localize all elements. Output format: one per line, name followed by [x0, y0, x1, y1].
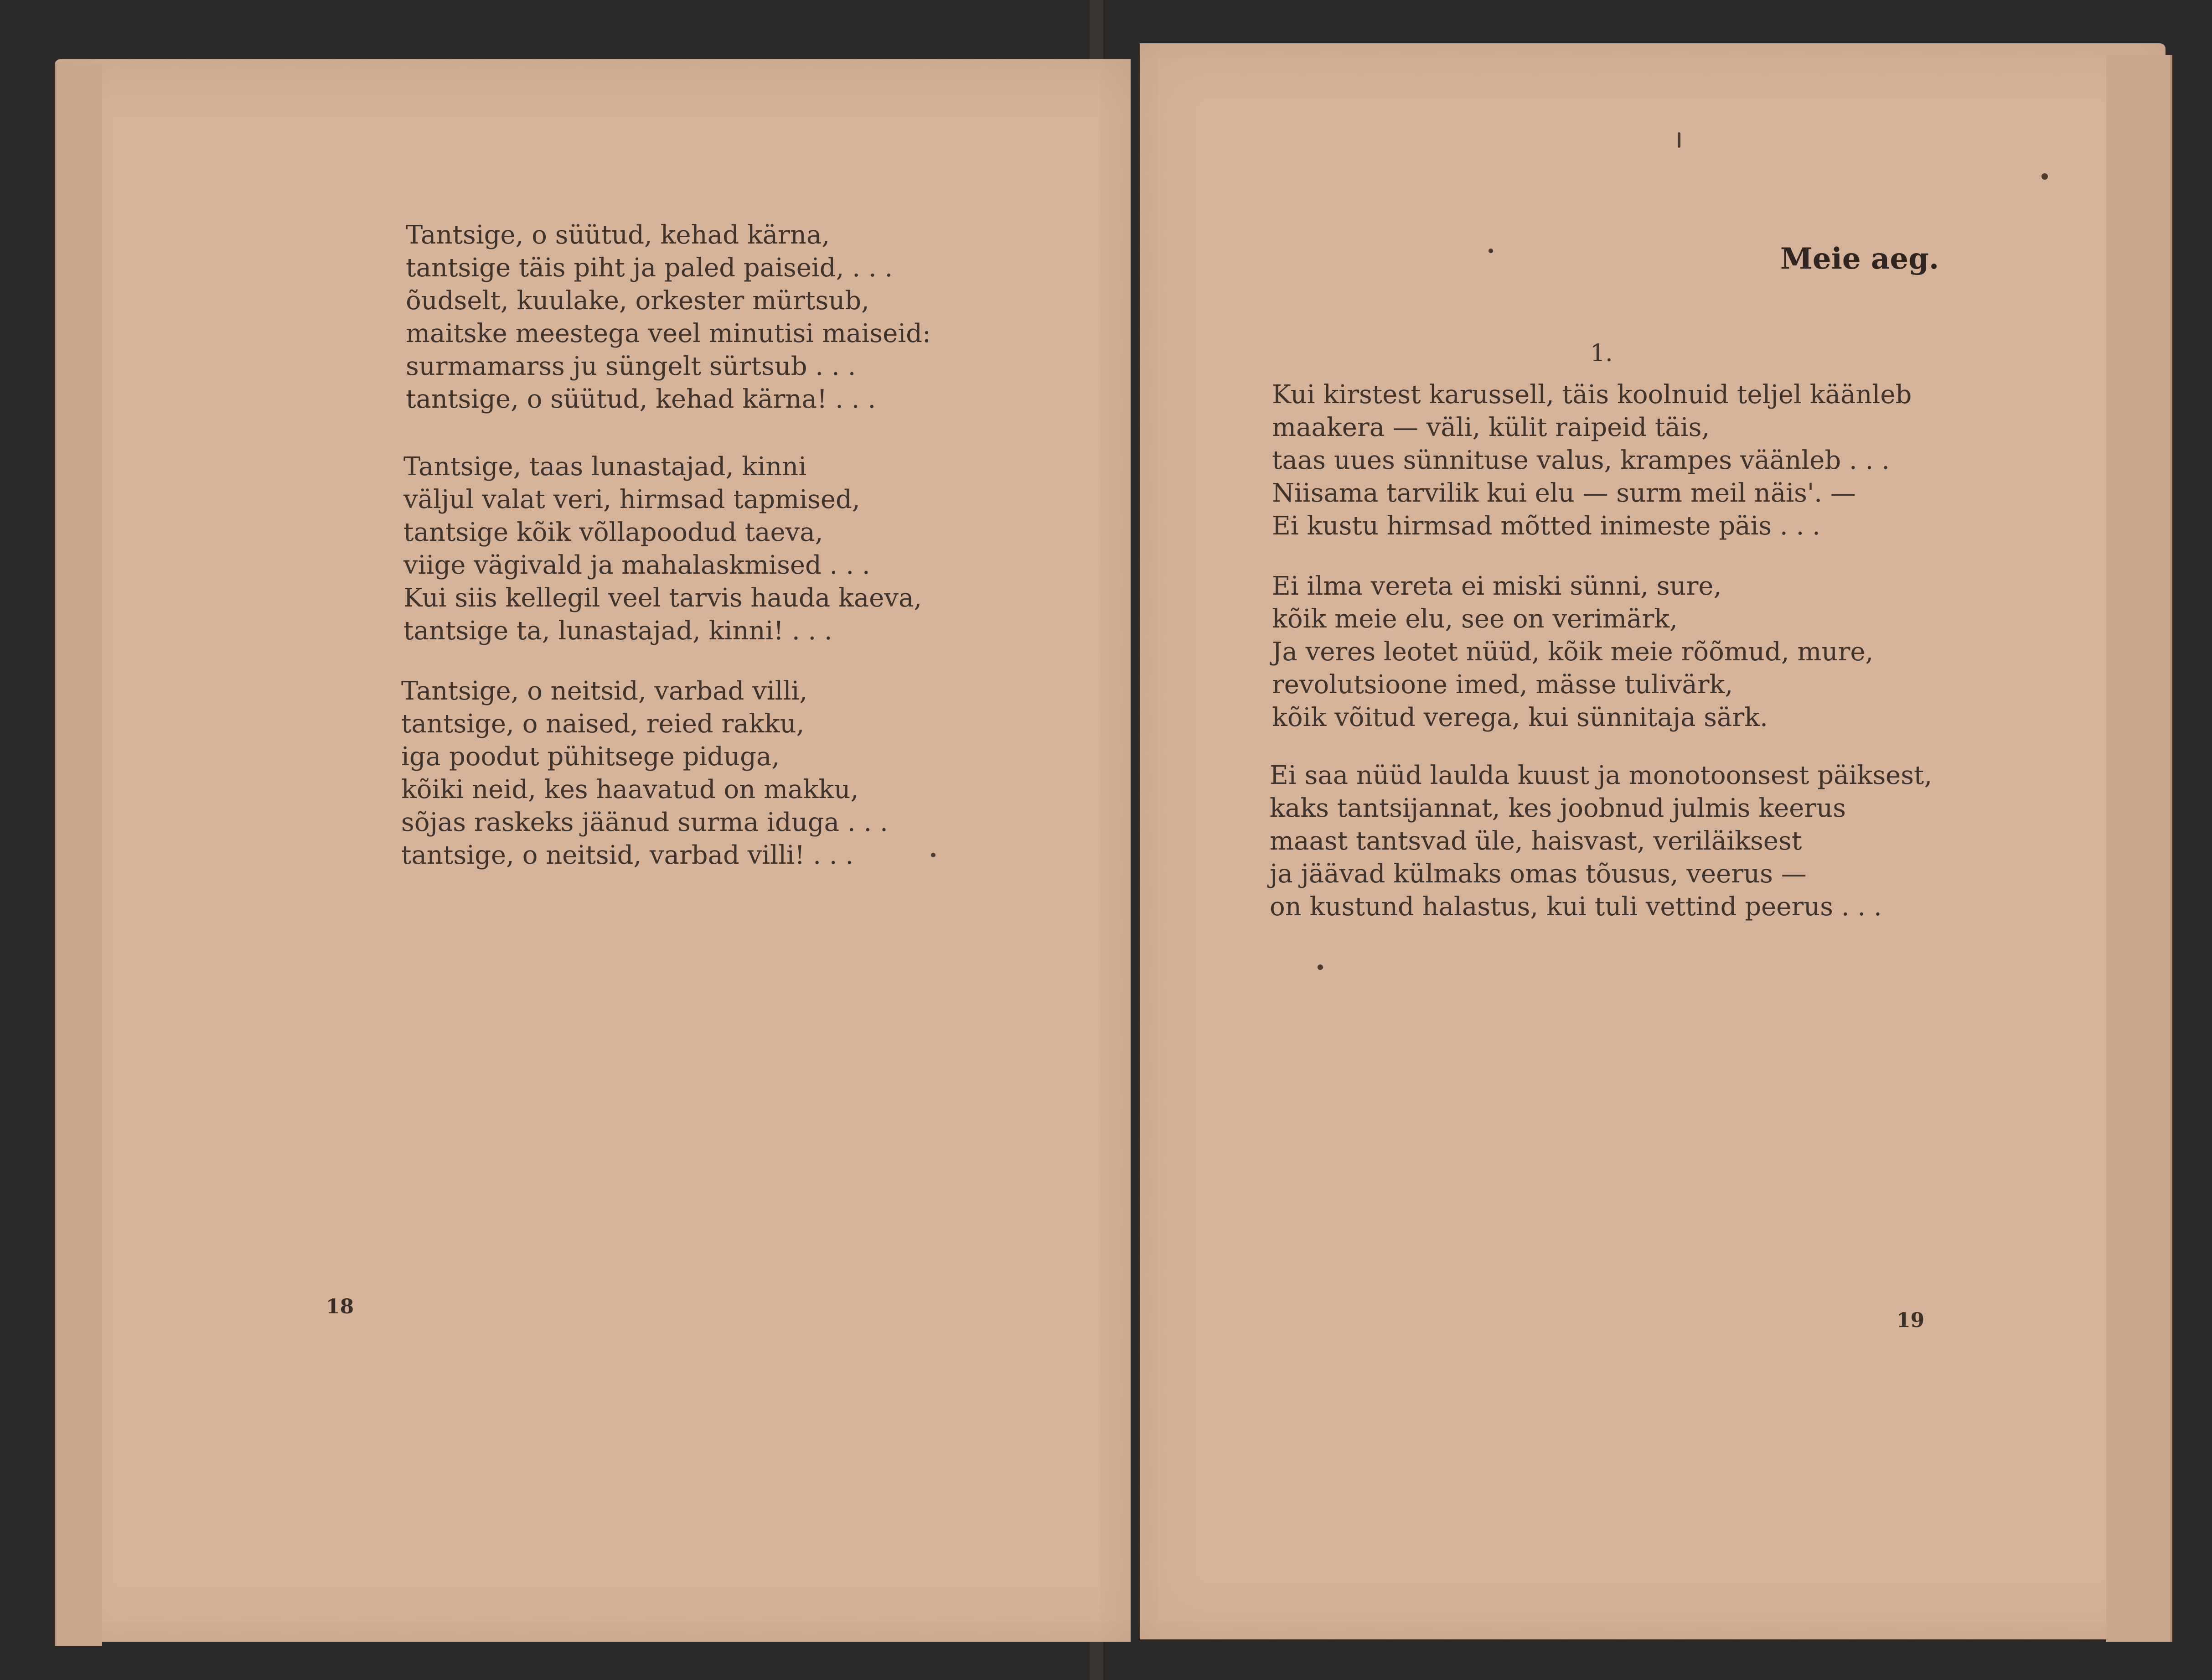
poem-line: on kustund halastus, kui tuli vettind peerus . . . [1270, 892, 1882, 922]
poem-line: iga poodut pühitsege piduga, [401, 742, 780, 772]
paper-speck [1678, 132, 1680, 148]
poem-line: surmamarss ju süngelt sürtsub . . . [406, 352, 856, 381]
left-stanza-2 [403, 451, 922, 648]
right-stanza-2 [1272, 570, 1873, 734]
poem-line: Ei saa nüüd laulda kuust ja monotoonsest päiksest, [1270, 761, 1933, 790]
poem-line: taas uues sünnituse valus, krampes väänleb . . . [1272, 446, 1890, 475]
paper-speck [1318, 964, 1323, 970]
poem-line: tantsige, o süütud, kehad kärna! . . . [406, 384, 876, 414]
poem-line: väljul valat veri, hirmsad tapmised, [403, 485, 860, 514]
poem-line: tantsige täis piht ja paled paiseid, . . . [406, 253, 893, 283]
poem-line: ja jäävad külmaks omas tõusus, veerus — [1270, 859, 1807, 889]
right-page-edges [2106, 55, 2172, 1642]
poem-line: maast tantsvad üle, haisvast, veriläiksest [1270, 826, 1802, 856]
poem-line: kõik meie elu, see on verimärk, [1272, 604, 1678, 634]
poem-line: õudselt, kuulake, orkester mürtsub, [406, 286, 869, 316]
poem-line: revolutsioone imed, mässe tulivärk, [1272, 670, 1733, 700]
poem-title: Meie aeg. [1780, 242, 1939, 276]
poem-line: tantsige, o naised, reied rakku, [401, 709, 805, 739]
left-stanza-3 [401, 675, 888, 872]
poem-line: viige vägivald ja mahalaskmised . . . [403, 550, 870, 580]
poem-line: tantsige ta, lunastajad, kinni! . . . [403, 616, 832, 646]
poem-line: sõjas raskeks jäänud surma iduga . . . [401, 808, 888, 837]
poem-line: Kui kirstest karussell, täis koolnuid teljel käänleb [1272, 380, 1912, 410]
poem-line: Ei ilma vereta ei miski sünni, sure, [1272, 571, 1722, 601]
poem-line: Tantsige, taas lunastajad, kinni [403, 452, 807, 482]
poem-line: kaks tantsijannat, kes joobnud julmis keerus [1270, 793, 1846, 823]
poem-line: kõik võitud verega, kui sünnitaja särk. [1272, 703, 1768, 732]
paper-speck [931, 853, 935, 857]
right-stanza-3 [1270, 759, 1932, 923]
page-number: 18 [326, 1295, 354, 1318]
poem-line: Ei kustu hirmsad mõtted inimeste päis . . . [1272, 511, 1820, 541]
poem-line: tantsige kõik võllapoodud taeva, [403, 518, 823, 547]
paper-speck [1488, 249, 1493, 253]
paper-speck [2041, 173, 2048, 180]
poem-line: maakera — väli, külit raipeid täis, [1272, 413, 1710, 442]
right-stanza-1 [1272, 379, 1912, 543]
left-stanza-1 [406, 219, 931, 416]
poem-line: maitske meestega veel minutisi maiseid: [406, 319, 931, 348]
poem-line: Niisama tarvilik kui elu — surm meil näis'. — [1272, 478, 1856, 508]
poem-line: kõiki neid, kes haavatud on makku, [401, 775, 859, 804]
poem-line: tantsige, o neitsid, varbad villi! . . . [401, 840, 854, 870]
section-number: 1. [1590, 340, 1613, 367]
page-number: 19 [1897, 1309, 1925, 1332]
poem-line: Tantsige, o neitsid, varbad villi, [401, 676, 808, 706]
poem-line: Tantsige, o süütud, kehad kärna, [406, 220, 830, 250]
left-page-edges [55, 64, 102, 1646]
poem-line: Kui siis kellegil veel tarvis hauda kaeva, [403, 583, 922, 613]
poem-line: Ja veres leotet nüüd, kõik meie rõõmud, mure, [1272, 637, 1874, 667]
